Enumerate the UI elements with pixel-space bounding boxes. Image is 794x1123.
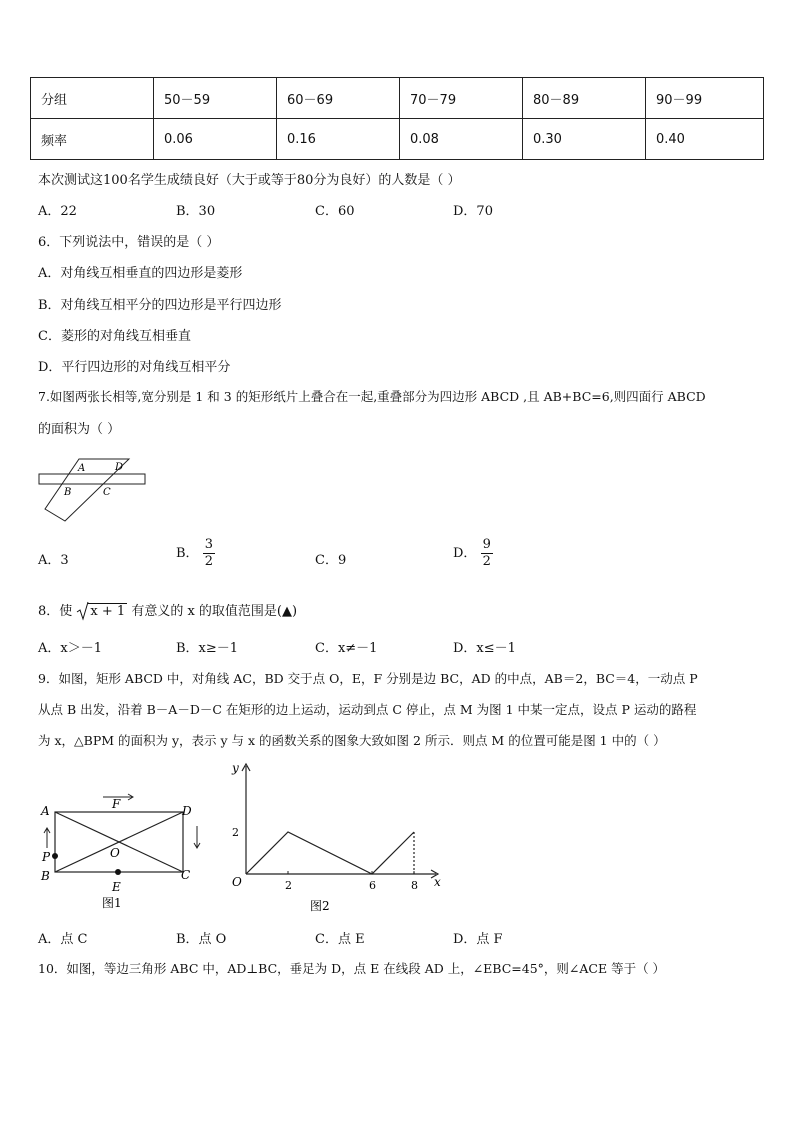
q8-prefix: 8．使	[38, 604, 73, 619]
q7-option-a: A．3	[38, 553, 69, 568]
table-cell: 0.06	[154, 119, 277, 160]
x-tick-label-2: 2	[285, 879, 292, 892]
q8-option-b: B．x≥－1	[176, 641, 239, 656]
q9-figure-1	[36, 784, 211, 914]
fig1-label-a: A	[41, 804, 50, 818]
x-tick-label-6: 6	[369, 879, 376, 892]
q9-stem-line1: 9．如图，矩形 ABCD 中，对角线 AC，BD 交于点 O，E，F 分别是边 BC，AD 的中点，AB＝2，BC＝4，一动点 P	[38, 671, 698, 686]
y-axis-label: y	[232, 761, 239, 775]
q9-option-c: C．点 E	[315, 932, 365, 947]
q7-label-a: A	[78, 463, 86, 474]
q9-stem-line2: 从点 B 出发，沿着 B－A－D－C 在矩形的边上运动，运动到点 C 停止，点 M 为图 1 中某一定点，设点 P 运动的路程	[38, 702, 697, 717]
frequency-table	[30, 77, 764, 160]
fig1-label-c: C	[181, 868, 191, 882]
q7-label-c: C	[103, 487, 111, 498]
q8-option-d: D．x≤－1	[453, 641, 516, 656]
function-graph-line	[246, 832, 414, 874]
table-cell: 频率	[31, 119, 154, 160]
q5-stem: 本次测试这100名学生成绩良好（大于或等于80分为良好）的人数是（ ）	[38, 173, 461, 188]
q8-stem	[38, 600, 297, 619]
table-cell: 50－59	[154, 78, 277, 119]
table-cell: 60－69	[277, 78, 400, 119]
q9-option-a: A．点 C	[38, 932, 88, 947]
sqrt-radicand: x + 1	[90, 604, 126, 619]
q10-stem: 10．如图，等边三角形 ABC 中，AD⊥BC，垂足为 D，点 E 在线段 AD 上，∠EBC=45°，则∠ACE 等于（ ）	[38, 961, 666, 976]
table-row	[31, 119, 764, 160]
q5-option-b: B．30	[176, 204, 216, 219]
fraction-denominator: 2	[482, 554, 491, 569]
q8-option-a: A．x＞－1	[38, 641, 102, 656]
table-cell: 0.40	[646, 119, 764, 160]
table-cell: 0.16	[277, 119, 400, 160]
sqrt-expression	[76, 604, 127, 619]
fraction-numerator: 3	[204, 537, 213, 552]
q5-option-d: D．70	[453, 204, 493, 219]
q8-option-c: C．x≠－1	[315, 641, 378, 656]
fraction-denominator: 2	[204, 554, 213, 569]
q7-option-b-prefix: B．	[176, 546, 199, 561]
table-cell: 0.08	[400, 119, 523, 160]
q9-option-b: B．点 O	[176, 932, 227, 947]
q7-label-d: D	[115, 462, 124, 473]
q7-horizontal-strip	[39, 474, 145, 484]
q7-label-b: B	[64, 487, 72, 498]
point-p-dot	[52, 853, 58, 859]
q9-figure-2	[222, 758, 452, 918]
q5-option-a: A．22	[38, 204, 77, 219]
q5-option-c: C．60	[315, 204, 355, 219]
q7-stem-line1: 7.如图两张长相等,宽分别是 1 和 3 的矩形纸片上叠合在一起,重叠部分为四边形 ABCD ,且 AB+BC=6,则四面行 ABCD	[38, 389, 706, 404]
q6-stem: 6．下列说法中，错误的是（ ）	[38, 235, 220, 250]
y-tick-label-2: 2	[232, 826, 239, 839]
q7-figure	[36, 450, 150, 525]
fig1-label-f: F	[112, 797, 121, 811]
q7-stem-line2: 的面积为（ ）	[38, 422, 121, 437]
table-cell: 分组	[31, 78, 154, 119]
q7-option-d	[453, 537, 493, 570]
q6-option-c: C．菱形的对角线互相垂直	[38, 329, 191, 344]
q7-option-b-fraction	[203, 537, 215, 570]
table-cell: 80－89	[523, 78, 646, 119]
point-e-dot	[115, 869, 121, 875]
table-header-row	[31, 78, 764, 119]
q9-stem-line3: 为 x，△BPM 的面积为 y，表示 y 与 x 的函数关系的图象大致如图 2 所示．则点 M 的位置可能是图 1 中的（ ）	[38, 733, 666, 748]
q8-suffix: 有意义的 x 的取值范围是(▲)	[131, 604, 298, 619]
table-cell: 70－79	[400, 78, 523, 119]
fig1-label-p: P	[42, 850, 51, 864]
q7-option-c: C．9	[315, 553, 347, 568]
q7-option-d-prefix: D．	[453, 546, 477, 561]
table-cell: 90－99	[646, 78, 764, 119]
fig1-label-e: E	[112, 880, 121, 894]
fraction-numerator: 9	[482, 537, 491, 552]
fig1-label-b: B	[41, 869, 50, 883]
fig1-label-o: O	[110, 846, 120, 860]
q6-option-d: D．平行四边形的对角线互相平分	[38, 360, 231, 375]
fig1-label-d: D	[182, 804, 192, 818]
fig1-caption: 图1	[102, 896, 122, 910]
x-axis-label: x	[434, 875, 441, 889]
q9-option-d: D．点 F	[453, 932, 503, 947]
q6-option-a: A．对角线互相垂直的四边形是菱形	[38, 266, 243, 281]
q6-option-b: B．对角线互相平分的四边形是平行四边形	[38, 298, 282, 313]
q7-option-b	[176, 537, 215, 570]
fig2-caption: 图2	[310, 899, 330, 913]
table-cell: 0.30	[523, 119, 646, 160]
radical-sign-icon	[76, 601, 89, 621]
x-tick-label-8: 8	[411, 879, 418, 892]
q7-option-d-fraction	[481, 537, 493, 570]
origin-label: O	[232, 875, 242, 889]
